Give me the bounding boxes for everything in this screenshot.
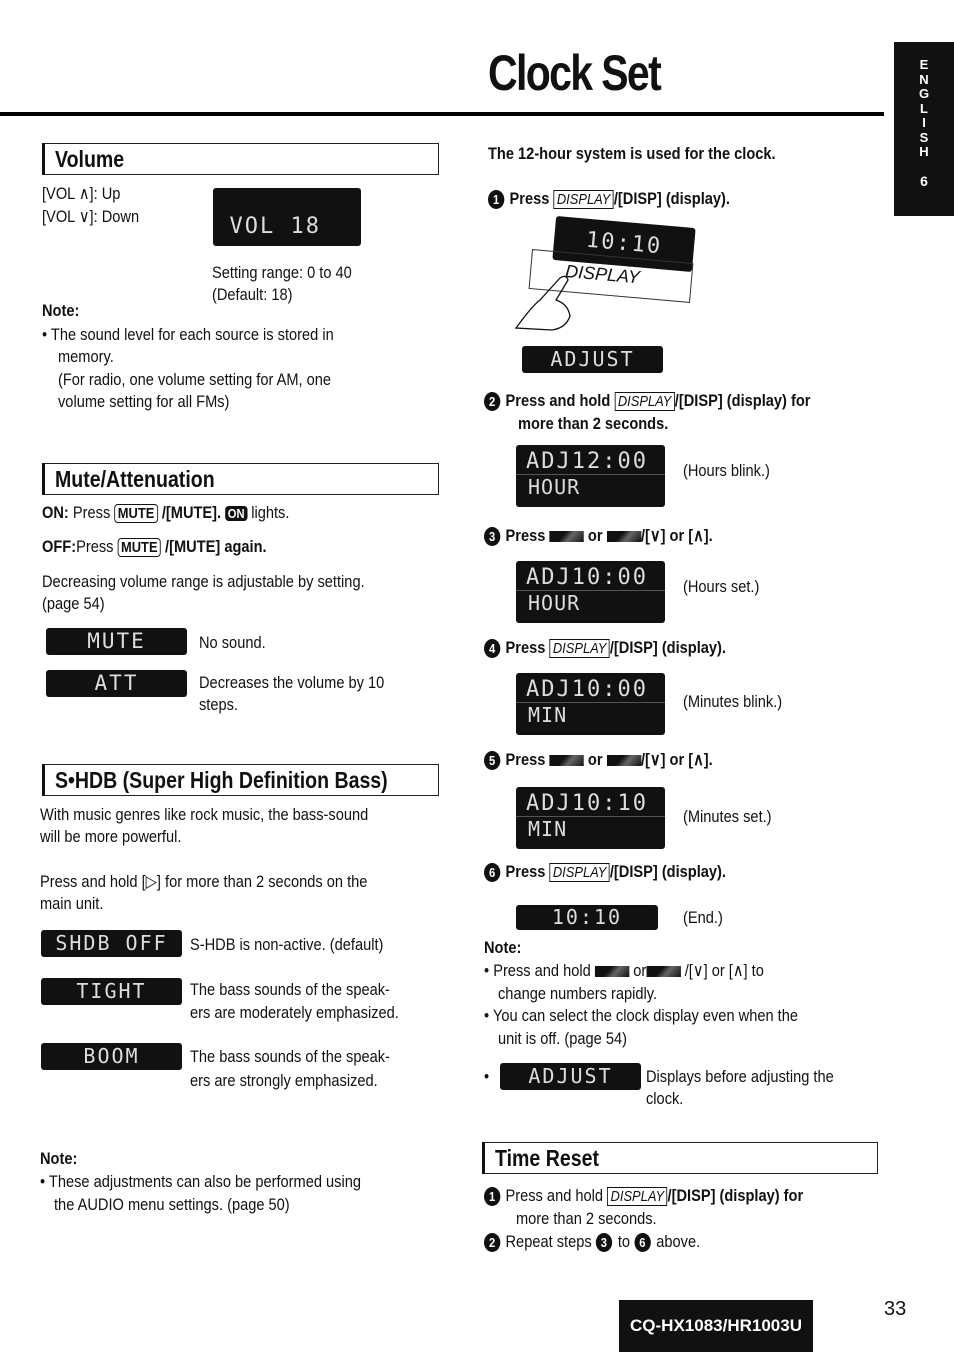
display-key[interactable]: DISPLAY bbox=[607, 1187, 667, 1206]
step-number-3: 3 bbox=[484, 527, 500, 546]
mute-heading: Mute/Attenuation bbox=[42, 463, 439, 495]
clock-step-6: 6 Press DISPLAY /[DISP] (display). bbox=[484, 861, 765, 885]
time-reset-step-1: 1 Press and hold DISPLAY /[DISP] (display) for bbox=[484, 1185, 855, 1209]
step-number-5: 5 bbox=[484, 751, 500, 770]
display-key[interactable]: DISPLAY bbox=[614, 392, 674, 411]
lcd-top-text: ADJ10:00 bbox=[526, 677, 648, 702]
step-ref-3: 3 bbox=[596, 1233, 612, 1252]
lang-letter: G bbox=[918, 86, 930, 101]
clock-note-line: clock. bbox=[646, 1089, 684, 1108]
page-number: 33 bbox=[884, 1298, 907, 1320]
mute-key[interactable]: MUTE bbox=[118, 538, 161, 557]
end-note: (End.) bbox=[683, 908, 723, 927]
page-title: Clock Set bbox=[488, 45, 661, 101]
step-ref-6: 6 bbox=[634, 1233, 650, 1252]
hand-icon bbox=[512, 270, 582, 332]
volume-lcd: VOL 18 bbox=[213, 188, 361, 246]
mute-desc: (page 54) bbox=[42, 594, 105, 613]
clock-note-bullet: • bbox=[484, 1067, 490, 1086]
step-number-4: 4 bbox=[484, 639, 500, 658]
clock-note-line: change numbers rapidly. bbox=[498, 984, 658, 1003]
att-desc: Decreases the volume by 10 bbox=[199, 673, 385, 692]
lcd-top-text: ADJ10:10 bbox=[526, 791, 648, 816]
adj-minutes-blink-lcd bbox=[516, 673, 665, 735]
clock-note-label: Note: bbox=[484, 938, 522, 957]
down-arrow-button-icon bbox=[595, 966, 629, 977]
minutes-set-note: (Minutes set.) bbox=[683, 807, 772, 826]
volume-default: (Default: 18) bbox=[212, 285, 293, 304]
lcd-bottom-text: HOUR bbox=[516, 590, 665, 615]
section-number: 6 bbox=[920, 172, 928, 189]
mute-lcd-desc: No sound. bbox=[199, 633, 266, 652]
on-indicator: ON bbox=[225, 506, 247, 521]
shdb-note-line: • These adjustments can also be performed using bbox=[40, 1172, 361, 1191]
lang-letter: S bbox=[919, 129, 929, 145]
mute-on-line: ON: Press MUTE /[MUTE]. ON lights. bbox=[42, 503, 290, 522]
hours-blink-note: (Hours blink.) bbox=[683, 461, 770, 480]
clock-step-1: 1 Press DISPLAY /[DISP] (display). bbox=[488, 188, 769, 212]
adj-hours-set-lcd bbox=[516, 561, 665, 623]
mute-off-line: OFF:Press MUTE /[MUTE] again. bbox=[42, 537, 267, 556]
clock-note-line: Displays before adjusting the bbox=[646, 1067, 834, 1086]
att-desc: steps. bbox=[199, 695, 239, 714]
up-arrow-button-icon[interactable] bbox=[607, 531, 641, 542]
up-arrow-button-icon[interactable] bbox=[607, 755, 641, 766]
mute-desc: Decreasing volume range is adjustable by setting. bbox=[42, 572, 365, 591]
mute-lcd: MUTE bbox=[46, 628, 187, 655]
display-button-graphic: DISPLAY bbox=[529, 249, 694, 303]
clock-end-lcd: 10:10 bbox=[516, 905, 658, 930]
tight-desc: ers are moderately emphasized. bbox=[190, 1003, 399, 1022]
mute-key[interactable]: MUTE bbox=[114, 504, 157, 523]
language-tab bbox=[894, 42, 954, 216]
volume-note-line: memory. bbox=[58, 347, 114, 366]
clock-note-line: • You can select the clock display even when the bbox=[484, 1006, 798, 1025]
lcd-top-text: ADJ10:00 bbox=[526, 565, 648, 590]
boom-lcd: BOOM bbox=[41, 1043, 182, 1070]
hours-set-note: (Hours set.) bbox=[683, 577, 760, 596]
display-button-illustration bbox=[512, 222, 697, 332]
clock-step-5: 5 Press or /[∨] or [∧]. bbox=[484, 749, 750, 772]
shdb-press: Press and hold [▷] for more than 2 seconds on the bbox=[40, 872, 368, 891]
volume-range: Setting range: 0 to 40 bbox=[212, 263, 352, 282]
illus-lcd: 10:10 bbox=[552, 216, 695, 272]
down-arrow-button-icon[interactable] bbox=[549, 755, 583, 766]
note-adjust-lcd: ADJUST bbox=[500, 1063, 641, 1090]
time-reset-heading: Time Reset bbox=[482, 1142, 878, 1174]
tight-lcd: TIGHT bbox=[41, 978, 182, 1005]
clock-intro: The 12-hour system is used for the clock. bbox=[488, 144, 776, 163]
up-arrow-button-icon bbox=[646, 966, 680, 977]
clock-note-line: • Press and hold or /[∨] or [∧] to bbox=[484, 961, 764, 980]
model-number: CQ-HX1083/HR1003U bbox=[619, 1300, 813, 1352]
step-number-6: 6 bbox=[484, 863, 500, 882]
lang-letter: L bbox=[920, 100, 928, 116]
step-number-2: 2 bbox=[484, 392, 500, 411]
shdb-heading: S•HDB (Super High Definition Bass) bbox=[42, 764, 439, 796]
shdb-desc: will be more powerful. bbox=[40, 827, 182, 846]
shdb-press: main unit. bbox=[40, 894, 104, 913]
boom-desc: ers are strongly emphasized. bbox=[190, 1071, 378, 1090]
adj-minutes-set-lcd bbox=[516, 787, 665, 849]
display-key[interactable]: DISPLAY bbox=[549, 863, 609, 882]
lang-letter: I bbox=[922, 115, 926, 130]
display-key[interactable]: DISPLAY bbox=[549, 639, 609, 658]
adj-hours-blink-lcd bbox=[516, 445, 665, 507]
lcd-bottom-text: MIN bbox=[516, 816, 665, 841]
lcd-bottom-text: HOUR bbox=[516, 474, 665, 499]
time-reset-step-2: 2 Repeat steps 3 to 6 above. bbox=[484, 1231, 735, 1254]
down-arrow-button-icon[interactable] bbox=[549, 531, 583, 542]
shdb-off-desc: S-HDB is non-active. (default) bbox=[190, 935, 384, 954]
volume-note-line: • The sound level for each source is stored in bbox=[42, 325, 334, 344]
lang-letter: N bbox=[919, 71, 929, 87]
shdb-note-line: the AUDIO menu settings. (page 50) bbox=[54, 1195, 290, 1214]
display-key[interactable]: DISPLAY bbox=[553, 190, 613, 209]
shdb-desc: With music genres like rock music, the bass-sound bbox=[40, 805, 369, 824]
clock-note-line: unit is off. (page 54) bbox=[498, 1029, 627, 1048]
vol-down-text: [VOL ∨]: Down bbox=[42, 207, 140, 226]
clock-step-2-cont: more than 2 seconds. bbox=[518, 414, 669, 433]
lcd-bottom-text: MIN bbox=[516, 702, 665, 727]
boom-desc: The bass sounds of the speak- bbox=[190, 1047, 390, 1066]
volume-note-label: Note: bbox=[42, 301, 80, 320]
shdb-off-lcd: SHDB OFF bbox=[41, 930, 182, 957]
time-reset-step-1-cont: more than 2 seconds. bbox=[516, 1209, 657, 1228]
shdb-note-label: Note: bbox=[40, 1149, 78, 1168]
volume-note-line: volume setting for all FMs) bbox=[58, 392, 230, 411]
step-number-1: 1 bbox=[484, 1187, 500, 1206]
title-rule bbox=[0, 112, 884, 116]
step-number-1: 1 bbox=[488, 190, 504, 209]
volume-note-line: (For radio, one volume setting for AM, one bbox=[58, 370, 332, 389]
clock-step-3: 3 Press or /[∨] or [∧]. bbox=[484, 525, 750, 548]
volume-heading: Volume bbox=[42, 143, 439, 175]
minutes-blink-note: (Minutes blink.) bbox=[683, 692, 783, 711]
step-number-2: 2 bbox=[484, 1233, 500, 1252]
lang-letter: E bbox=[919, 57, 929, 72]
clock-step-2: 2 Press and hold DISPLAY /[DISP] (display) for bbox=[484, 390, 864, 414]
adjust-lcd: ADJUST bbox=[522, 346, 663, 373]
tight-desc: The bass sounds of the speak- bbox=[190, 980, 390, 999]
clock-step-4: 4 Press DISPLAY /[DISP] (display). bbox=[484, 637, 765, 661]
att-lcd: ATT bbox=[46, 670, 187, 697]
lang-letter: H bbox=[919, 144, 929, 159]
lcd-top-text: ADJ12:00 bbox=[526, 449, 648, 474]
vol-up-text: [VOL ∧]: Up bbox=[42, 184, 121, 203]
